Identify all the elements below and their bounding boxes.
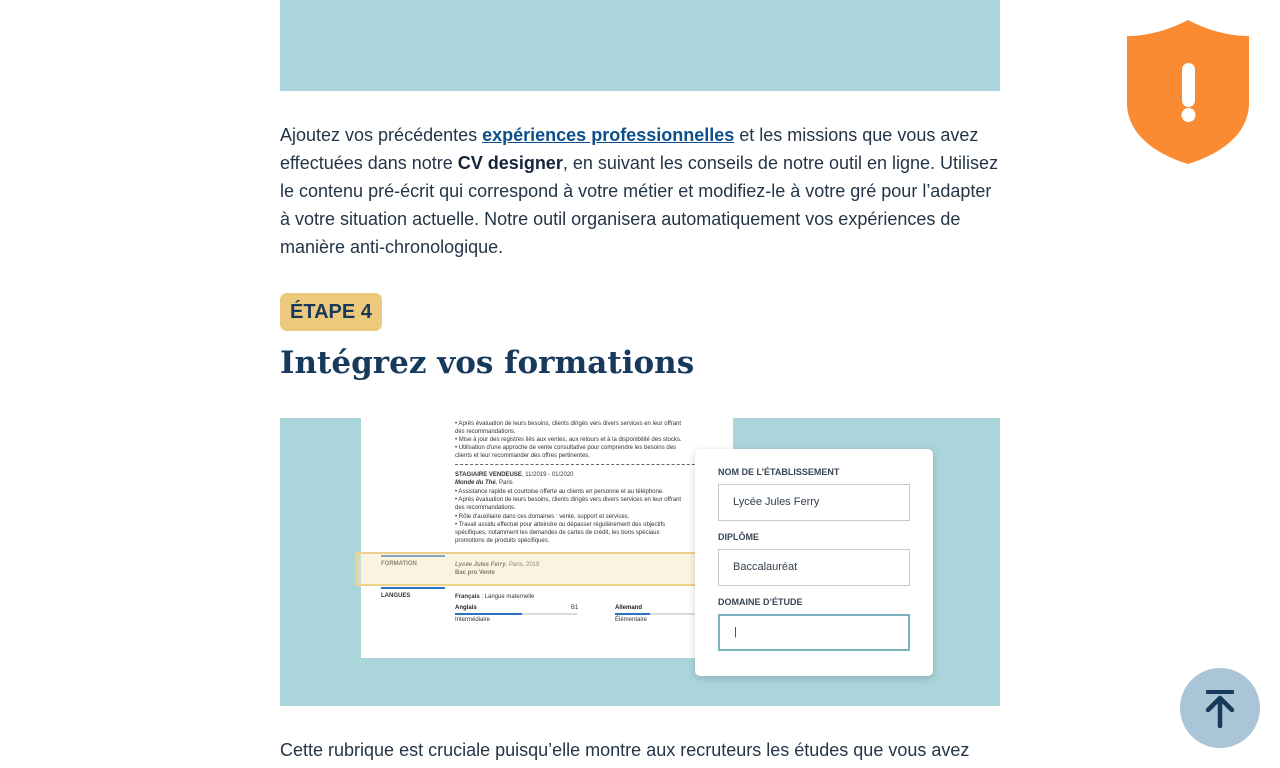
cv-job-company: Monde du Thé, Paris (455, 480, 513, 486)
cv-line: promotions de produits spécifiques. (455, 538, 550, 544)
step-badge: ÉTAPE 4 (280, 293, 382, 331)
cv-lang1-bar (455, 613, 577, 615)
section-title: Intégrez vos formations (280, 345, 695, 381)
cv-lang2-level: Élémentaire (615, 617, 648, 623)
paragraph-text: et les missions que vous avez effectuées dans notre (280, 125, 979, 173)
paragraph-text: Ajoutez vos précédentes (280, 125, 483, 145)
cv-formation-degree: Bac pro Vente (455, 570, 496, 576)
cv-line: • Utilisation d'une approche de vente consultative pour comprendre les besoins des (455, 445, 677, 451)
cv-lang1-code: B1 (571, 605, 579, 611)
intro-paragraph (280, 121, 1000, 261)
formation-highlight (355, 552, 700, 586)
cv-lang1-level: Intermédiaire (455, 617, 491, 623)
degree-input[interactable]: Baccalauréat (718, 549, 910, 586)
cv-designer-bold: CV designer (457, 153, 563, 173)
formations-illustration (280, 418, 1000, 706)
cv-line: • Assistance rapide et courtoise offerte au clients en personne et au téléphone. (455, 489, 664, 495)
cv-lang1-bar-fill (455, 613, 522, 615)
next-paragraph: Cette rubrique est cruciale puisqu’elle montre aux recruteurs les études que vous avez (280, 740, 970, 760)
illustration-top-banner (280, 0, 1000, 91)
cv-line: des recommandations. (455, 429, 516, 435)
experiences-link[interactable]: expériences professionnelles (482, 125, 735, 145)
school-input[interactable]: Lycée Jules Ferry (718, 484, 910, 521)
cv-lang-native: Français : Langue maternelle (455, 594, 535, 600)
cv-formation-school: Lycée Jules Ferry, Paris, 2019 (455, 562, 540, 568)
cv-line: • Rôle d'auxiliaire dans ces domaines : vente, support et services. (455, 514, 630, 520)
arrow-up-to-line-icon (1203, 688, 1237, 728)
cv-section-langues: LANGUES (381, 593, 411, 599)
cv-line: • Après évaluation de leurs besoins, clients dirigés vers divers services en leur offrant (455, 421, 682, 427)
cv-section-formation: FORMATION (381, 561, 417, 567)
cv-preview (361, 418, 733, 658)
cv-line: • Mise à jour des registres liés aux ventes, aux retours et à la disponibilité des stocks. (455, 437, 682, 443)
field-of-study-input[interactable]: | (718, 614, 910, 651)
field-of-study-label: DOMAINE D’ÉTUDE (718, 597, 803, 607)
cv-lang2-bar-fill (615, 613, 650, 615)
shield-alert-icon[interactable] (1126, 19, 1250, 165)
cv-line: clients et leur recommander des offres pertinentes. (455, 453, 590, 459)
cv-line: des recommandations. (455, 505, 516, 511)
cv-job-title: STAGIAIRE VENDEUSE, 11/2019 - 01/2020 (455, 472, 574, 478)
back-to-top-button[interactable] (1180, 668, 1260, 748)
school-label: NOM DE L’ÉTABLISSEMENT (718, 467, 840, 477)
cv-line: • Travail assidu effectué pour atteindre ou dépasser régulièrement des objectifs (455, 522, 666, 528)
paragraph-text: , en suivant les conseils de notre outil en ligne. Utilisez le contenu pré-écrit qui correspond à votre métier et modifiez-le à votre gré pour l’adapter à votre situation actuelle. Notre outil organisera automatiquement vos expériences de manière anti-chronologique. (280, 153, 999, 257)
cv-line: • Après évaluation de leurs besoins, clients dirigés vers divers services en leur offrant (455, 497, 682, 503)
cv-line: spécifiques, notamment les demandes de cartes de crédit, les bons spéciaux (455, 530, 660, 536)
cv-section-bar (381, 587, 445, 589)
cv-divider (455, 464, 725, 465)
degree-label: DIPLÔME (718, 532, 760, 542)
cv-lang2-name: Allemand (615, 605, 643, 611)
education-form-card (695, 449, 933, 676)
cv-lang1-name: Anglais (455, 605, 477, 611)
